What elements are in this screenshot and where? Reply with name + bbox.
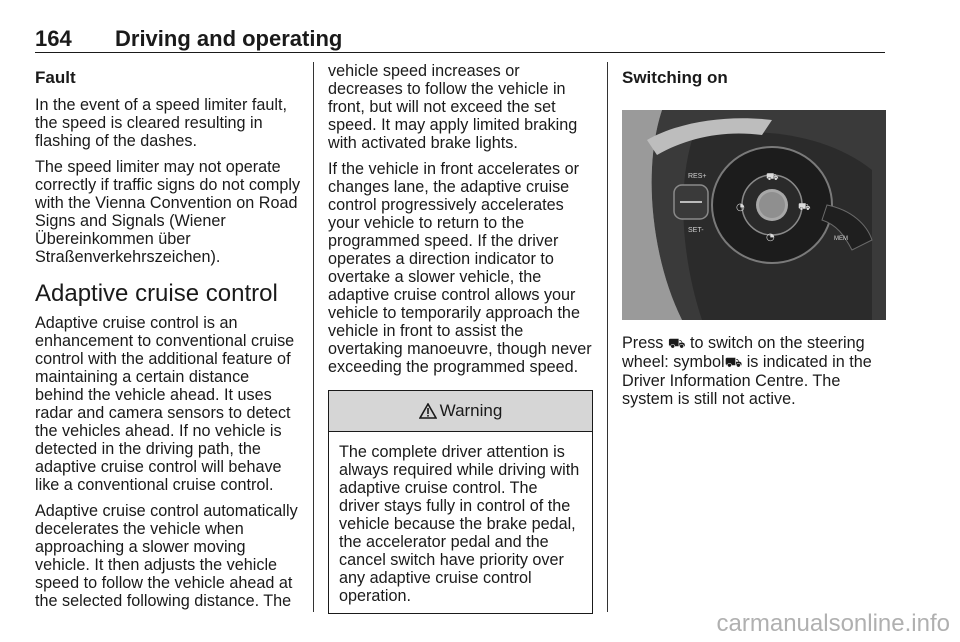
fault-heading: Fault [35, 68, 76, 87]
watermark: carmanualsonline.info [716, 610, 950, 637]
switching-on-heading: Switching on [622, 68, 728, 87]
res-label: RES+ [688, 173, 707, 180]
column-1 [35, 62, 301, 618]
set-label: SET- [688, 227, 704, 234]
page-number: 164 [35, 26, 72, 51]
column-divider-2 [607, 62, 608, 612]
acc-paragraph-1: Adaptive cruise control is an enhancement to conventional cruise control with the additional feature of maintaining a certain distance behind the vehicle ahead. It uses radar and camera sensors to detect the vehicles ahead. If no vehicle is detected in the driving path, the adaptive cruise control will behave like a conventional cruise control. [35, 314, 295, 494]
steering-wheel-controls-figure [622, 110, 886, 320]
page-header [35, 26, 885, 53]
svg-text:⛟: ⛟ [798, 202, 811, 213]
switching-on-text-b: is indicated in the Driver Information Centre. The system is still not active. [622, 353, 872, 408]
fault-paragraph-1: In the event of a speed limiter fault, the speed is cleared resulting in flashing of the dashes. [35, 96, 287, 150]
column-3 [622, 62, 886, 416]
acc-paragraph-2: Adaptive cruise control automatically decelerates the vehicle when approaching a slower moving vehicle. It then adjusts the vehicle speed to follow the vehicle ahead at the selected following distance. The [35, 502, 298, 610]
mem-label: MEM [834, 236, 848, 242]
warning-triangle-icon [419, 403, 437, 419]
acc-heading: Adaptive cruise control [35, 280, 278, 307]
warning-body: The complete driver attention is always required while driving with adaptive cruise control. The driver stays fully in control of the vehicle because the brake pedal, the accelerator pedal and the cancel switch have priority over any adaptive cruise control operation. [339, 443, 580, 605]
switching-on-text [622, 334, 886, 408]
svg-text:◔: ◔ [736, 202, 745, 213]
svg-text:◔: ◔ [766, 232, 775, 243]
chapter-title: Driving and operating [115, 26, 343, 51]
warning-box [328, 390, 593, 614]
column-2 [328, 62, 593, 614]
warning-header [329, 391, 592, 432]
svg-text:⛟: ⛟ [766, 172, 779, 183]
warning-title: Warning [439, 401, 503, 420]
press-word: Press [622, 334, 664, 352]
adaptive-cruise-symbol-icon: ⛟ [724, 355, 743, 371]
acc-paragraph-3: If the vehicle in front accelerates or changes lane, the adaptive cruise control progressively accelerates your vehicle to return to the programmed speed. If the driver operates a direction indicator to overtake a slower vehicle, the adaptive cruise control allows your vehicle to temporarily approach the vehicle in front to assist the overtaking manoeuvre, though never exceeding the programmed speed. [328, 160, 592, 376]
switching-on-text-a: to switch on the steering wheel: symbol [622, 334, 865, 371]
adaptive-cruise-icon: ⛟ [667, 336, 686, 352]
column-divider-1 [313, 62, 314, 612]
fault-paragraph-2: The speed limiter may not operate correctly if traffic signs do not comply with the Vienna Convention on Road Signs and Signals (Wiener Übereinkommen über Straßenverkehrszeichen). [35, 158, 301, 266]
continued-paragraph: vehicle speed increases or decreases to follow the vehicle in front, but will not exceed the set speed. It may apply limited braking with activated brake lights. [328, 62, 578, 152]
